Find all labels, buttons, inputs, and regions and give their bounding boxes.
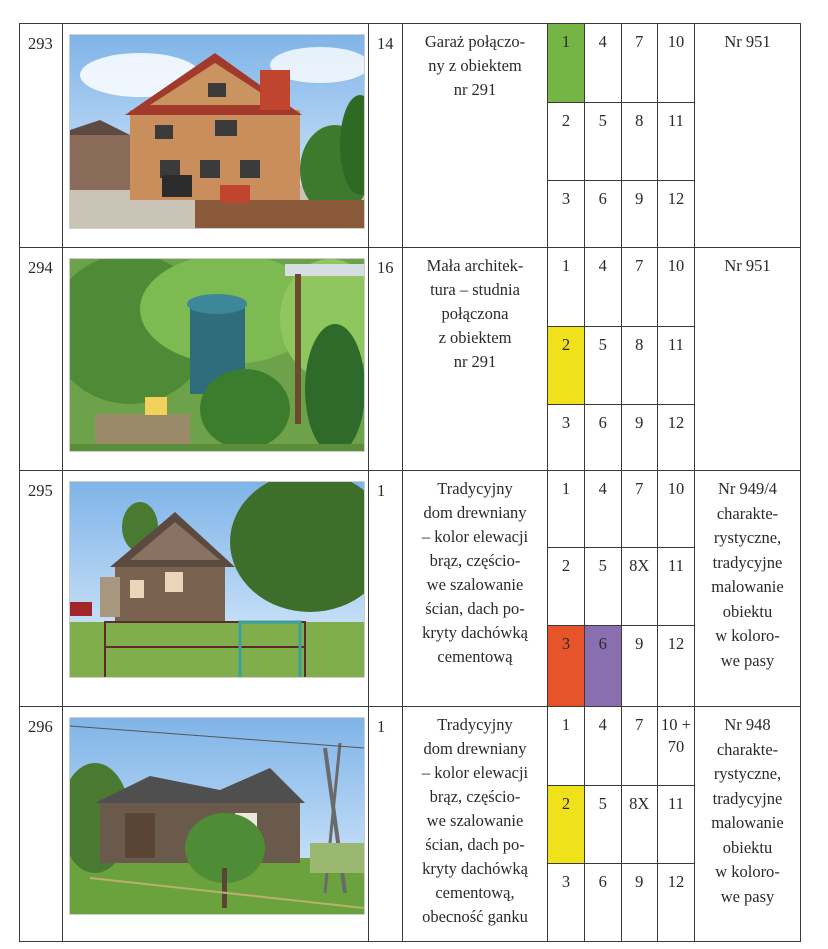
category-cell [548,102,585,180]
notes-line: tradycyjne [712,788,783,808]
description-line: Garaż połączo- [424,32,526,51]
object-photo-cell [63,707,369,942]
notes-line: we pasy [720,650,775,670]
category-number: 10 + 70 [661,715,691,756]
category-number: 10 [667,479,685,498]
category-number: 4 [598,256,607,275]
category-grid-row [548,707,694,785]
garden-well-photo [69,258,365,452]
notes-line: w koloro- [715,862,780,881]
notes-line: tradycyjne [712,552,783,572]
register-row [20,707,801,942]
category-cell [621,625,658,706]
category-cell [585,785,622,863]
wooden-house-pole-photo [69,717,365,915]
category-cell [585,102,622,180]
object-type-code: 16 [369,248,403,471]
category-number: 4 [598,715,607,734]
category-cell [621,863,658,941]
category-number: 12 [667,633,685,653]
category-number: 8X [629,555,650,575]
category-cell [548,404,585,470]
category-cell [585,180,622,247]
category-cell [548,471,585,547]
category-number: 8X [629,793,650,813]
category-cell [658,248,695,326]
category-grid-cell [548,471,695,707]
description-line: kryty dachówką [422,859,528,878]
category-grid-row [548,785,694,863]
description-line: cementową [437,647,513,666]
category-cell [621,471,658,547]
category-cell [621,785,658,863]
category-cell [548,180,585,247]
category-cell [585,24,622,102]
description-line: dom drewniany [423,739,527,758]
category-number: 2 [561,555,571,575]
category-cell [658,102,695,180]
category-number: 11 [668,110,684,130]
category-grid [548,471,694,706]
row-number: 296 [20,707,63,942]
notes-line: malowanie [711,813,784,832]
category-number: 11 [668,555,684,575]
category-cell [658,707,695,785]
notes-line: malowanie [711,577,784,596]
heritage-register-table [19,23,801,942]
row-number: 294 [20,248,63,471]
category-grid [548,248,694,470]
category-cell [621,326,658,404]
object-photo-cell [63,24,369,248]
description-line: ścian, dach po- [425,835,525,854]
object-description [403,471,548,707]
category-cell [658,863,695,941]
category-cell [658,471,695,547]
category-cell [548,248,585,326]
category-grid-row [548,863,694,941]
category-number: 3 [561,633,571,653]
object-description [403,707,548,942]
object-notes [695,471,801,707]
category-grid-row [548,24,694,102]
description-line: Mała architek- [426,256,524,275]
object-photo-cell [63,471,369,707]
category-number: 5 [598,110,607,130]
category-grid-row [548,248,694,326]
category-cell [621,102,658,180]
category-number: 9 [635,633,644,653]
category-cell [548,863,585,941]
category-number: 10 [667,256,685,275]
category-number: 11 [668,793,684,813]
category-number: 12 [667,871,685,891]
category-cell [548,785,585,863]
category-number: 9 [635,871,644,891]
category-cell [548,707,585,785]
category-number: 9 [635,188,644,208]
category-number: 12 [667,188,685,208]
category-number: 10 [667,32,685,51]
category-number: 5 [598,793,607,813]
category-number: 7 [635,256,644,275]
category-cell [658,547,695,625]
category-grid-row [548,102,694,180]
category-cell [585,863,622,941]
register-page [19,23,800,942]
category-cell [621,404,658,470]
category-cell [585,547,622,625]
description-line: nr 291 [453,352,497,371]
register-row [20,248,801,471]
category-grid [548,24,694,247]
category-grid-row [548,326,694,404]
category-cell [585,471,622,547]
category-number: 2 [561,793,571,813]
notes-line: rystyczne, [713,528,782,547]
description-line: – kolor elewacji [421,527,529,546]
notes-line: charakte- [716,503,779,523]
row-number: 293 [20,24,63,248]
notes-line: w koloro- [715,626,780,645]
category-cell [658,326,695,404]
category-cell [548,547,585,625]
register-row [20,24,801,248]
category-number: 1 [561,715,571,734]
category-grid-row [548,625,694,706]
category-number: 4 [598,32,607,51]
notes-line: Nr 951 [724,32,771,51]
category-number: 8 [635,110,644,130]
description-line: Tradycyjny [437,715,513,734]
object-type-code: 14 [369,24,403,248]
object-description [403,24,548,248]
category-grid-cell [548,248,695,471]
description-line: – kolor elewacji [421,763,529,782]
notes-line: we pasy [720,886,775,906]
category-number: 6 [598,633,607,653]
category-cell [548,326,585,404]
category-cell [658,404,695,470]
category-grid [548,707,694,941]
category-number: 3 [561,412,571,432]
object-type-code: 1 [369,707,403,942]
description-line: nr 291 [453,80,497,99]
description-line: we szalowanie [426,811,524,830]
category-cell [658,24,695,102]
description-line: kryty dachówką [422,623,528,642]
category-number: 7 [635,32,644,51]
category-cell [621,248,658,326]
category-cell [585,326,622,404]
description-line: brąz, częścio- [429,787,521,806]
category-number: 7 [635,479,644,498]
category-cell [621,24,658,102]
category-number: 6 [598,871,607,891]
notes-line: obiektu [722,837,773,857]
category-cell [585,404,622,470]
category-cell [585,625,622,706]
category-number: 2 [561,334,571,354]
category-number: 7 [635,715,644,734]
category-grid-row [548,471,694,547]
category-grid-row [548,180,694,247]
category-number: 6 [598,412,607,432]
category-cell [548,625,585,706]
description-line: Tradycyjny [437,479,513,498]
category-grid-cell [548,24,695,248]
object-description [403,248,548,471]
description-line: połączona [441,304,509,323]
category-number: 1 [561,479,571,498]
description-line: z obiektem [438,328,512,347]
category-cell [621,547,658,625]
notes-line: charakte- [716,739,779,759]
category-number: 8 [635,334,644,354]
notes-line: obiektu [722,601,773,621]
category-number: 11 [668,334,684,354]
category-number: 1 [561,256,571,275]
description-line: we szalowanie [426,575,524,594]
category-number: 9 [635,412,644,432]
object-notes [695,248,801,471]
category-number: 2 [561,110,571,130]
category-cell [621,707,658,785]
description-line: obecność ganku [422,907,528,926]
category-grid-row [548,404,694,470]
description-line: ścian, dach po- [425,599,525,618]
category-number: 12 [667,412,685,432]
object-photo-cell [63,248,369,471]
category-number: 5 [598,555,607,575]
wooden-house-photo [69,481,365,678]
category-cell [548,24,585,102]
category-number: 4 [598,479,607,498]
category-cell [585,248,622,326]
category-cell [658,785,695,863]
row-number: 295 [20,471,63,707]
category-number: 3 [561,188,571,208]
category-number: 1 [561,32,571,51]
register-row [20,471,801,707]
category-number: 3 [561,871,571,891]
notes-line: rystyczne, [713,764,782,783]
description-line: tura – studnia [430,280,520,299]
notes-line: Nr 951 [724,256,771,275]
object-notes [695,24,801,248]
description-line: cementową, [435,883,515,902]
object-notes [695,707,801,942]
category-grid-row [548,547,694,625]
category-cell [621,180,658,247]
notes-line: Nr 949/4 [717,479,778,498]
notes-line: Nr 948 [724,715,771,734]
object-type-code: 1 [369,471,403,707]
category-number: 5 [598,334,607,354]
category-cell [658,625,695,706]
category-number: 6 [598,188,607,208]
category-grid-cell [548,707,695,942]
description-line: dom drewniany [423,503,527,522]
house-brick-garage-photo [69,34,365,229]
category-cell [658,180,695,247]
description-line: ny z obiektem [428,56,522,75]
category-cell [585,707,622,785]
description-line: brąz, częścio- [429,551,521,570]
